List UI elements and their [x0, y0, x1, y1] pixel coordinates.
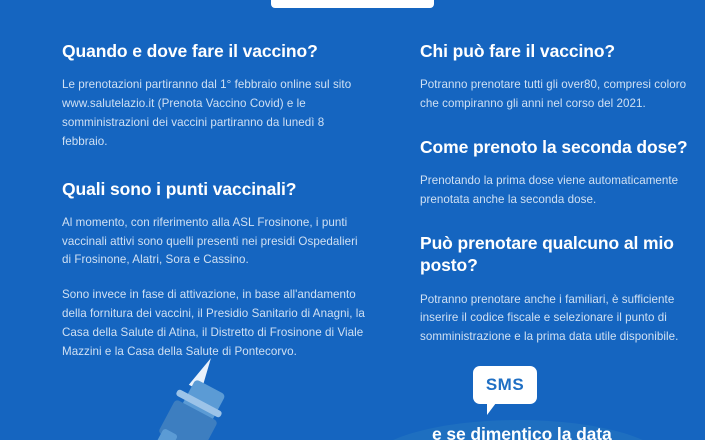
syringe-icon	[150, 356, 290, 440]
faq-answer-text: Potranno prenotare tutti gli over80, compresi coloro che compiranno gli anni nel corso del 2021.	[420, 78, 687, 111]
faq-item-punti-vaccinali	[62, 178, 366, 362]
faq-answer-text: Potranno prenotare anche i familiari, è sufficiente inserire il codice fiscale e selezionare il punto di somministrazione e la prima data utile disponibile.	[420, 292, 679, 344]
faq-question-title: Può prenotare qualcuno al mio posto?	[420, 232, 674, 276]
footer-heading: e se dimentico la data	[432, 424, 612, 440]
faq-question-title: Quali sono i punti vaccinali?	[62, 178, 297, 199]
faq-question-title: Come prenoto la seconda dose?	[420, 136, 688, 157]
asl-badge	[271, 0, 434, 8]
faq-answer-text: Sono invece in fase di attivazione, in base all'andamento della fornitura dei vaccini, il Presidio Sanitario di Anagni, la Casa della Salute di Atina, il Distretto di Frosinone di Viale Mazzini e la Casa della Salute di Pontecorvo.	[62, 288, 365, 358]
right-column	[420, 40, 705, 387]
faq-question-title: Chi può fare il vaccino?	[420, 41, 615, 61]
faq-answer-text: Al momento, con riferimento alla ASL Frosinone, i punti vaccinali attivi sono quelli presenti nei presidi Ospedalieri di Frosinone, Alatri, Sora e Cassino.	[62, 215, 358, 267]
sms-bubble-icon: SMS	[473, 366, 537, 404]
faq-answer-text: Prenotando la prima dose viene automaticamente prenotata anche la seconda dose.	[420, 174, 679, 207]
faq-question-title: Quando e dove fare il vaccino?	[62, 41, 318, 61]
left-column	[62, 40, 366, 387]
faq-item-seconda-dose	[420, 136, 705, 210]
faq-item-prenotare-per-altri	[420, 232, 705, 347]
content-columns	[0, 40, 705, 387]
faq-answer-text: Le prenotazioni partiranno dal 1° febbraio online sul sito www.salutelazio.it (Prenota Vaccino Covid) e le somministrazioni dei vaccini partiranno da lunedì 8 febbraio.	[62, 78, 352, 148]
sms-bubble-tail-icon	[487, 403, 496, 415]
faq-item-chi-puo	[420, 40, 705, 114]
faq-item-quando-dove	[62, 40, 366, 152]
